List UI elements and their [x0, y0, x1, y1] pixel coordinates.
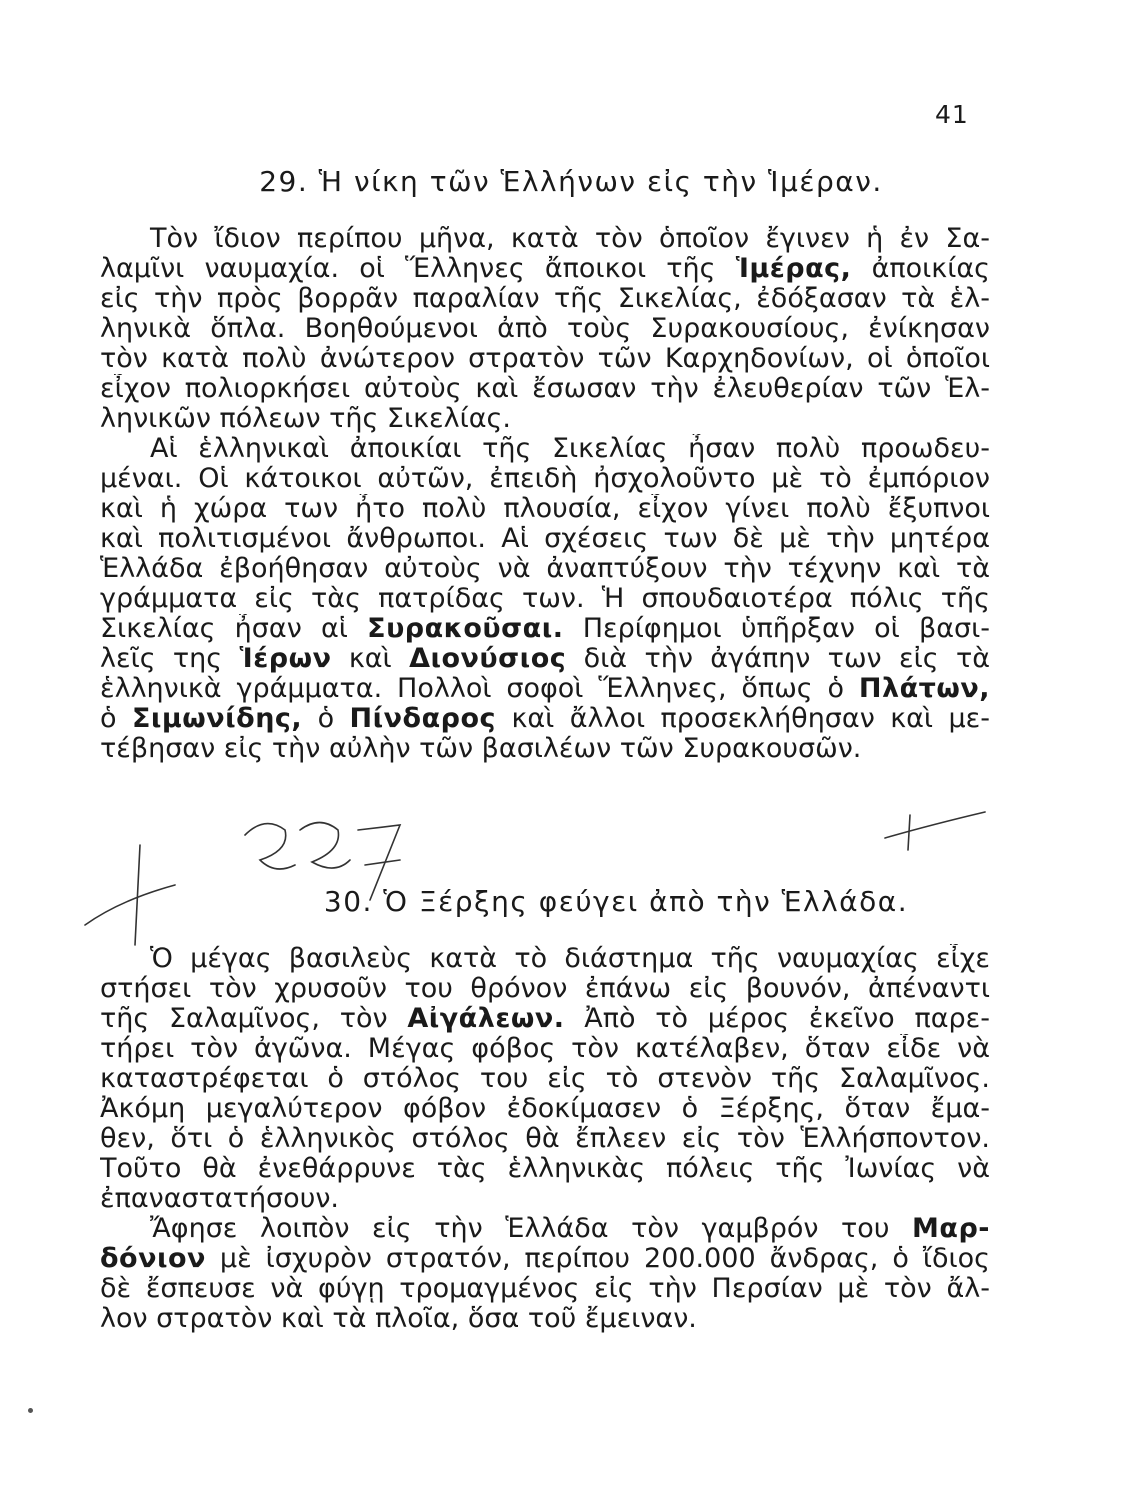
text-run: μέναι. Οἱ κάτοικοι αὐτῶν, ἐπειδὴ ἠσχολοῦντο μὲ τὸ ἐμπόριον: [100, 464, 990, 494]
text-line: [100, 224, 990, 254]
text-line: [100, 1064, 990, 1094]
text-line: [100, 1274, 990, 1304]
text-line: [100, 644, 990, 674]
handwritten-annotation: [80, 790, 1000, 950]
text-line: [100, 494, 990, 524]
text-run: καὶ ἄλλοι προσεκλήθησαν καὶ με-: [496, 704, 990, 734]
text-run: λαμῖνι ναυμαχία. οἱ Ἕλληνες ἄποικοι τῆς: [100, 254, 736, 284]
text-run: στήσει τὸν χρυσοῦν του θρόνον ἐπάνω εἰς βουνόν, ἀπέναντι: [100, 974, 990, 1004]
bold-term: Μαρ-: [912, 1214, 990, 1244]
text-run: Ἀπὸ τὸ μέρος ἐκεῖνο παρε-: [564, 1004, 990, 1034]
text-run: λεῖς της: [100, 644, 240, 674]
text-line: [100, 284, 990, 314]
text-run: γράμματα εἰς τὰς πατρίδας των. Ἡ σπουδαιοτέρα πόλις τῆς: [100, 584, 990, 614]
text-line: [100, 1304, 990, 1334]
text-run: Ἄφησε λοιπὸν εἰς τὴν Ἑλλάδα τὸν γαμβρόν του: [150, 1214, 913, 1244]
text-run: καὶ ἡ χώρα των ἦτο πολὺ πλουσία, εἶχον γίνει πολὺ ἔξυπνοι: [100, 494, 990, 524]
text-run: ληνικὰ ὅπλα. Βοηθούμενοι ἀπὸ τοὺς Συρακουσίους, ἐνίκησαν: [100, 314, 990, 344]
text-line: [100, 314, 990, 344]
text-run: εἰς τὴν πρὸς βορρᾶν παραλίαν τῆς Σικελίας, ἐδόξασαν τὰ ἑλ-: [100, 284, 990, 314]
text-line: [100, 734, 990, 764]
text-run: διὰ τὴν ἀγάπην των εἰς τὰ: [566, 644, 990, 674]
bold-term: Συρακοῦσαι.: [367, 614, 564, 644]
text-line: [100, 1124, 990, 1154]
text-run: Ἑλλάδα ἐβοήθησαν αὐτοὺς νὰ ἀναπτύξουν τὴν τέχνην καὶ τὰ: [100, 554, 990, 584]
text-run: θεν, ὅτι ὁ ἑλληνικὸς στόλος θὰ ἔπλεεν εἰς τὸν Ἑλλήσποντον.: [100, 1124, 990, 1154]
bold-term: Διονύσιος: [409, 644, 567, 674]
text-run: τήρει τὸν ἀγῶνα. Μέγας φόβος τὸν κατέλαβεν, ὅταν εἶδε νὰ: [100, 1034, 990, 1064]
text-line: [100, 254, 990, 284]
text-run: Σικελίας ἦσαν αἱ: [100, 614, 368, 644]
bold-term: Ἱμέρας,: [735, 254, 852, 284]
text-line: [100, 1184, 990, 1214]
text-run: εἶχον πολιορκήσει αὐτοὺς καὶ ἔσωσαν τὴν ἐλευθερίαν τῶν Ἑλ-: [100, 374, 990, 404]
text-line: [100, 524, 990, 554]
text-run: λον στρατὸν καὶ τὰ πλοῖα, ὅσα τοῦ ἔμειναν.: [100, 1304, 697, 1334]
text-line: [100, 1034, 990, 1064]
bold-term: δόνιον: [100, 1244, 206, 1274]
text-line: [100, 584, 990, 614]
section-29-body: [100, 224, 990, 764]
text-line: [100, 1214, 990, 1244]
text-line: [100, 1154, 990, 1184]
text-line: [100, 554, 990, 584]
text-run: ὁ: [302, 704, 350, 734]
text-line: [100, 1004, 990, 1034]
text-run: Ὁ μέγας βασιλεὺς κατὰ τὸ διάστημα τῆς ναυμαχίας εἶχε: [150, 944, 990, 974]
text-line: [100, 344, 990, 374]
text-run: Τὸν ἴδιον περίπου μῆνα, κατὰ τὸν ὁποῖον ἔγινεν ἡ ἐν Σα-: [150, 224, 990, 254]
section-30-heading: 30. Ὁ Ξέρξης φεύγει ἀπὸ τὴν Ἑλλάδα.: [323, 885, 909, 918]
text-line: [100, 614, 990, 644]
text-run: τὸν κατὰ πολὺ ἀνώτερον στρατὸν τῶν Καρχηδονίων, οἱ ὁποῖοι: [100, 344, 990, 374]
text-line: [100, 704, 990, 734]
text-run: τῆς Σαλαμῖνος, τὸν: [100, 1004, 408, 1034]
section-29-heading: 29. Ἡ νίκη τῶν Ἑλλήνων εἰς τὴν Ἱμέραν.: [259, 165, 883, 198]
bold-term: Αἰγάλεων.: [407, 1004, 565, 1034]
text-run: τέβησαν εἰς τὴν αὐλὴν τῶν βασιλέων τῶν Συρακουσῶν.: [100, 734, 862, 764]
text-run: Τοῦτο θὰ ἐνεθάρρυνε τὰς ἑλληνικὰς πόλεις τῆς Ἰωνίας νὰ: [100, 1154, 990, 1184]
bold-term: Σιμωνίδης,: [131, 704, 303, 734]
section-30-body: [100, 944, 990, 1334]
text-line: [100, 464, 990, 494]
text-line: [100, 1094, 990, 1124]
text-line: [100, 674, 990, 704]
text-run: ἀποικίας: [851, 254, 990, 284]
text-line: [100, 1244, 990, 1274]
text-run: καὶ: [331, 644, 410, 674]
text-run: Ἀκόμη μεγαλύτερον φόβον ἐδοκίμασεν ὁ Ξέρξης, ὅταν ἔμα-: [100, 1094, 990, 1124]
text-run: ἑλληνικὰ γράμματα. Πολλοὶ σοφοὶ Ἕλληνες, ὅπως ὁ: [100, 674, 859, 704]
text-line: [100, 374, 990, 404]
bold-term: Πλάτων,: [858, 674, 990, 704]
text-run: Αἱ ἑλληνικαὶ ἀποικίαι τῆς Σικελίας ἦσαν πολὺ προωδευ-: [150, 434, 990, 464]
bold-term: Ἱέρων: [239, 644, 332, 674]
text-run: ληνικῶν πόλεων τῆς Σικελίας.: [100, 404, 511, 434]
text-run: ἐπαναστατήσουν.: [100, 1184, 339, 1214]
text-run: Περίφημοι ὑπῆρξαν οἱ βασι-: [563, 614, 990, 644]
text-line: [100, 434, 990, 464]
text-line: [100, 974, 990, 1004]
text-run: μὲ ἰσχυρὸν στρατόν, περίπου 200.000 ἄνδρας, ὁ ἴδιος: [205, 1244, 990, 1274]
text-run: ὁ: [100, 704, 132, 734]
bold-term: Πίνδαρος: [349, 704, 497, 734]
text-run: δὲ ἔσπευσε νὰ φύγῃ τρομαγμένος εἰς τὴν Περσίαν μὲ τὸν ἄλ-: [100, 1274, 990, 1304]
page-number: 41: [935, 100, 969, 129]
stray-dot: [28, 1408, 33, 1413]
text-line: [100, 404, 990, 434]
text-run: καὶ πολιτισμένοι ἄνθρωποι. Αἱ σχέσεις των δὲ μὲ τὴν μητέρα: [100, 524, 990, 554]
text-run: καταστρέφεται ὁ στόλος του εἰς τὸ στενὸν τῆς Σαλαμῖνος.: [100, 1064, 990, 1094]
text-line: [100, 944, 990, 974]
